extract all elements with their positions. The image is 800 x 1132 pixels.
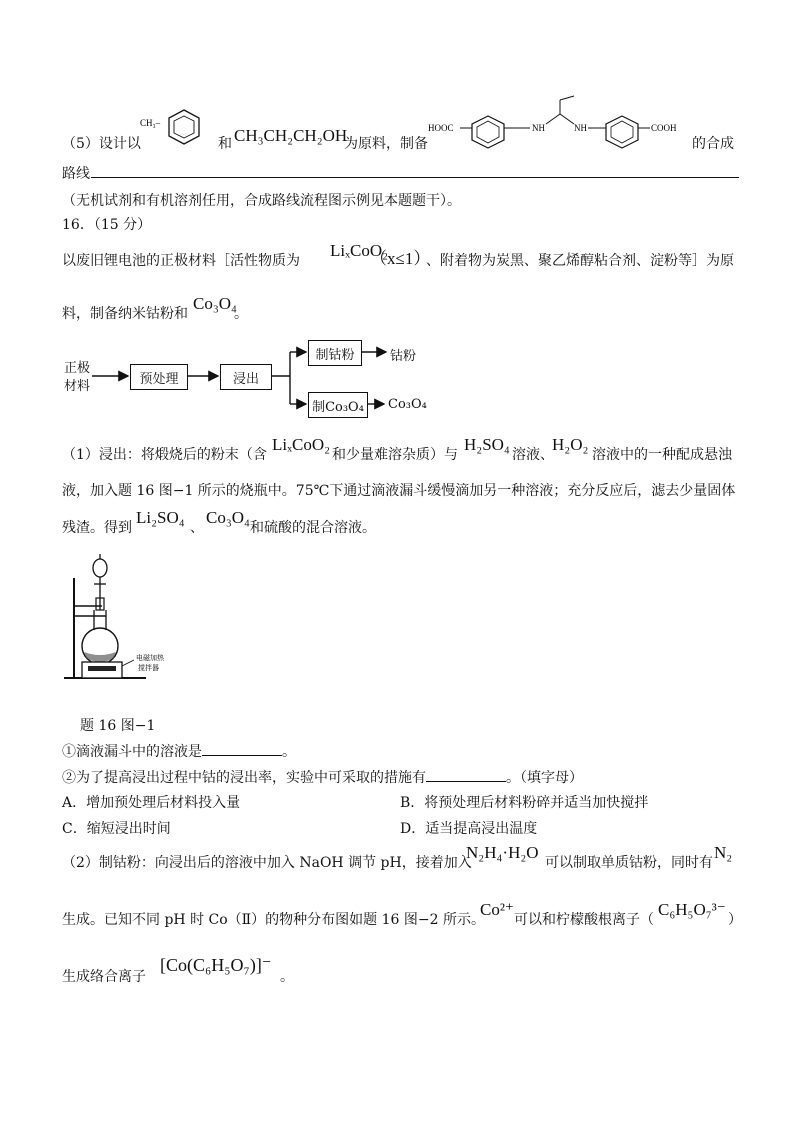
option-a[interactable]: A．增加预处理后材料投入量 xyxy=(62,795,241,811)
target-nh-2: NH xyxy=(574,123,587,133)
flow-make-co-box: 制钴粉 xyxy=(308,340,362,366)
formula-lixcoo2-p1: LiₓCoO₂ xyxy=(272,435,331,454)
p2-line2b: 可以和柠檬酸根离子（ xyxy=(514,912,654,928)
p1-line1d: 溶液中的一种配成悬浊 xyxy=(592,447,732,463)
flow-make-co3o4-box: 制Co₃O₄ xyxy=(308,392,368,418)
q15-raw-material: 为原料，制备 xyxy=(344,136,428,152)
figure-16-1-caption: 题 16 图−1 xyxy=(80,718,156,734)
formula-li2so4: Li₂SO₄ xyxy=(136,508,185,527)
p1-line3b: 、 xyxy=(190,520,204,536)
p2-line3-end: 。 xyxy=(280,969,294,985)
formula-n2h4h2o: N₂H₄·H₂O xyxy=(466,843,539,862)
target-cooh: COOH xyxy=(651,123,677,133)
p2-line1b: 可以制取单质钴粉，同时有 xyxy=(545,855,713,871)
q16-intro-1b: 、附着物为炭黑、聚乙烯醇粘合剂、淀粉等］为原 xyxy=(426,253,734,269)
apparatus-figure xyxy=(60,550,210,690)
formula-lixcoo2: LiₓCoO₂ xyxy=(330,241,389,260)
target-hooc: HOOC xyxy=(428,123,454,133)
toluene-ch3-label: CH₃– xyxy=(140,118,161,128)
option-b[interactable]: B．将预处理后材料粉碎并适当加快搅拌 xyxy=(400,795,649,811)
target-molecule-structure xyxy=(428,94,694,156)
formula-h2so4: H₂SO₄ xyxy=(464,435,510,454)
p1-line1c: 溶液、 xyxy=(512,447,554,463)
q16-intro-2-end: 。 xyxy=(234,306,248,322)
q15-route-blank[interactable] xyxy=(91,163,739,178)
flow-start-line1: 正极 xyxy=(64,361,91,376)
formula-citrate: C₆H₅O₇³⁻ xyxy=(658,900,726,919)
target-nh-1: NH xyxy=(532,123,545,133)
formula-x-le-1: （x≤1） xyxy=(370,249,431,268)
option-c[interactable]: C．缩短浸出时间 xyxy=(62,821,171,837)
p1-line1b: 和少量难溶杂质）与 xyxy=(332,447,458,463)
q1-answer-blank[interactable] xyxy=(202,743,282,756)
formula-complex: [Co(C₆H₅O₇)]⁻ xyxy=(160,955,272,975)
apparatus-label-2: 搅拌器 xyxy=(138,664,159,672)
q15-route-label: 路线 xyxy=(62,166,90,182)
formula-h2o2: H₂O₂ xyxy=(552,435,589,454)
p1-line1a: （1）浸出：将煅烧后的粉末（含 xyxy=(62,447,267,463)
q15-suffix: 的合成 xyxy=(692,136,734,152)
p1-line3a: 残渣。得到 xyxy=(62,520,132,536)
toluene-structure xyxy=(140,104,220,150)
flow-leach-box: 浸出 xyxy=(220,364,272,390)
p2-line1a: （2）制钴粉：向浸出后的溶液中加入 NaOH 调节 pH，接着加入 xyxy=(62,855,472,871)
option-d[interactable]: D．适当提高浸出温度 xyxy=(400,821,538,837)
q2-answer-blank[interactable] xyxy=(426,769,506,782)
flow-co-output: 钴粉 xyxy=(390,349,417,364)
p2-line3: 生成络合离子 xyxy=(62,969,146,985)
q2-prompt: ②为了提高浸出过程中钴的浸出率，实验中可采取的措施有 。（填字母） xyxy=(62,770,583,786)
q15-part5-prefix: （5）设计以 xyxy=(62,136,141,152)
p2-line2a: 生成。已知不同 pH 时 Co（Ⅱ）的物种分布图如题 16 图−2 所示。 xyxy=(62,912,485,928)
q1-prompt: ①滴液漏斗中的溶液是 。 xyxy=(62,744,296,760)
q15-and: 和 xyxy=(218,136,232,152)
apparatus-label-1: 电磁加热 xyxy=(136,654,164,662)
p1-line2: 液，加入题 16 图−1 所示的烧瓶中。75℃下通过滴液漏斗缓慢滴加另一种溶液；充分反应后，滤去少量固体 xyxy=(62,483,736,499)
p2-line2c: ） xyxy=(728,912,742,928)
formula-co2plus: Co²⁺ xyxy=(480,900,514,919)
flow-co3o4-output: Co₃O₄ xyxy=(388,397,427,412)
formula-co3o4-intro: Co₃O₄ xyxy=(193,294,237,313)
q15-note: （无机试剂和有机溶剂任用，合成路线流程图示例见本题题干）。 xyxy=(62,193,461,209)
propanol-formula: CH₃CH₂CH₂OH xyxy=(234,126,348,145)
q16-number: 16．（15 分） xyxy=(62,217,152,233)
flow-start-line2: 材料 xyxy=(64,379,91,394)
q16-intro-2: 料，制备纳米钴粉和 xyxy=(62,306,188,322)
flow-pretreat-box: 预处理 xyxy=(130,364,188,390)
formula-co3o4-p1: Co₃O₄ xyxy=(206,508,250,527)
p1-line3c: 和硫酸的混合溶液。 xyxy=(250,520,376,536)
q16-intro-1a: 以废旧锂电池的正极材料［活性物质为 xyxy=(62,253,300,269)
formula-n2: N₂ xyxy=(714,843,733,862)
